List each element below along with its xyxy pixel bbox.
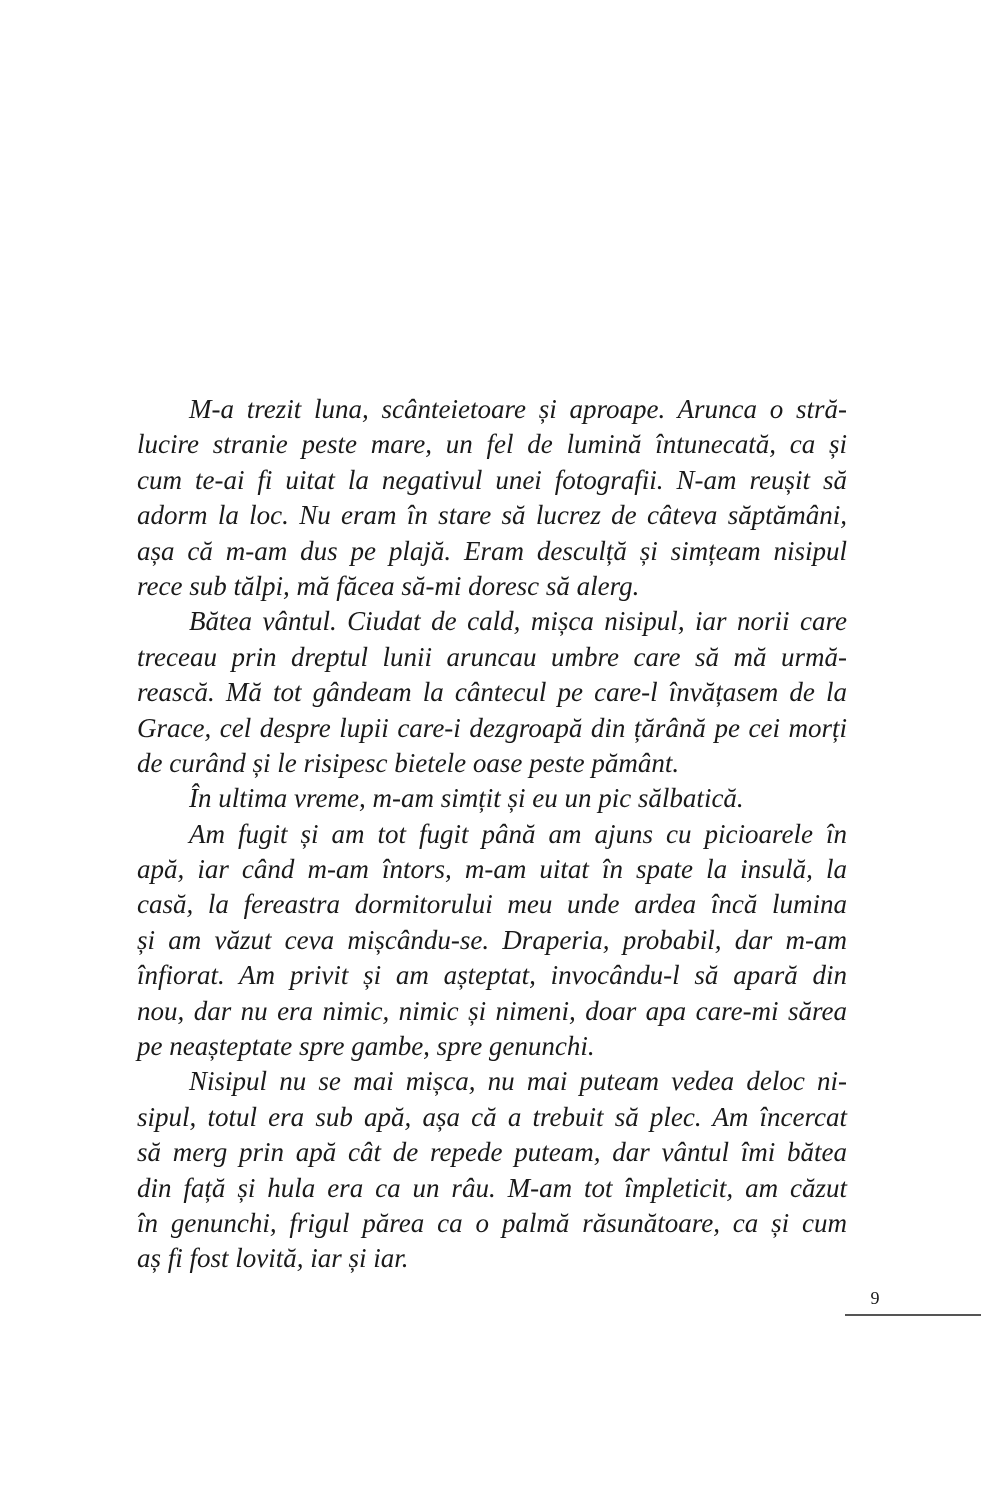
page-number: 9: [870, 1288, 880, 1308]
text-line: în genunchi, frigul părea ca o palmă răsunătoare, ca și cum: [137, 1207, 847, 1238]
text-line: apă, iar când m-am întors, m-am uitat în spate la insulă, la: [137, 854, 847, 885]
text-line: sipul, totul era sub apă, așa că a trebuit să plec. Am încercat: [137, 1101, 847, 1132]
text-line: Nisipul nu se mai mișca, nu mai puteam vedea deloc ni-: [189, 1066, 847, 1097]
text-line: să merg prin apă cât de repede puteam, dar vântul îmi bătea: [137, 1137, 847, 1168]
page-number-rule: [845, 1314, 981, 1316]
text-line: Am fugit și am tot fugit până am ajuns cu picioarele în: [189, 818, 847, 849]
text-line: pe neașteptate spre gambe, spre genunchi.: [137, 1031, 595, 1062]
text-line: de curând și le risipesc bietele oase peste pământ.: [137, 747, 680, 778]
text-line: nou, dar nu era nimic, nimic și nimeni, doar apa care-mi sărea: [137, 995, 847, 1026]
text-line: rece sub tălpi, mă făcea să-mi doresc să alerg.: [137, 570, 640, 601]
text-line: înfiorat. Am privit și am așteptat, invocându-l să apară din: [137, 960, 847, 991]
text-line: lucire stranie peste mare, un fel de lumină întunecată, ca și: [137, 429, 847, 460]
text-line: rească. Mă tot gândeam la cântecul pe care-l învățasem de la: [137, 677, 847, 708]
text-line: Grace, cel despre lupii care-i dezgroapă din țărână pe cei morți: [137, 712, 847, 743]
text-line: treceau prin dreptul lunii aruncau umbre care să mă urmă-: [137, 641, 847, 672]
text-line: așa că m-am dus pe plajă. Eram desculță și simțeam nisipul: [137, 535, 847, 566]
text-line: din față și hula era ca un râu. M-am tot împleticit, am căzut: [137, 1172, 847, 1203]
text-line: casă, la fereastra dormitorului meu unde ardea încă lumina: [137, 889, 847, 920]
body-text: [137, 392, 847, 1277]
text-line: și am văzut ceva mișcându-se. Draperia, probabil, dar m-am: [137, 924, 847, 955]
text-line: În ultima vreme, m-am simțit și eu un pic sălbatică.: [189, 783, 744, 814]
text-line: Bătea vântul. Ciudat de cald, mișca nisipul, iar norii care: [189, 606, 847, 637]
text-line: cum te-ai fi uitat la negativul unei fotografii. N-am reușit să: [137, 464, 847, 495]
text-line: M-a trezit luna, scânteietoare și aproape. Arunca o stră-: [189, 394, 847, 424]
text-line: aș fi fost lovită, iar și iar.: [137, 1243, 409, 1274]
text-line: adorm la loc. Nu eram în stare să lucrez de câteva săptămâni,: [137, 500, 847, 531]
